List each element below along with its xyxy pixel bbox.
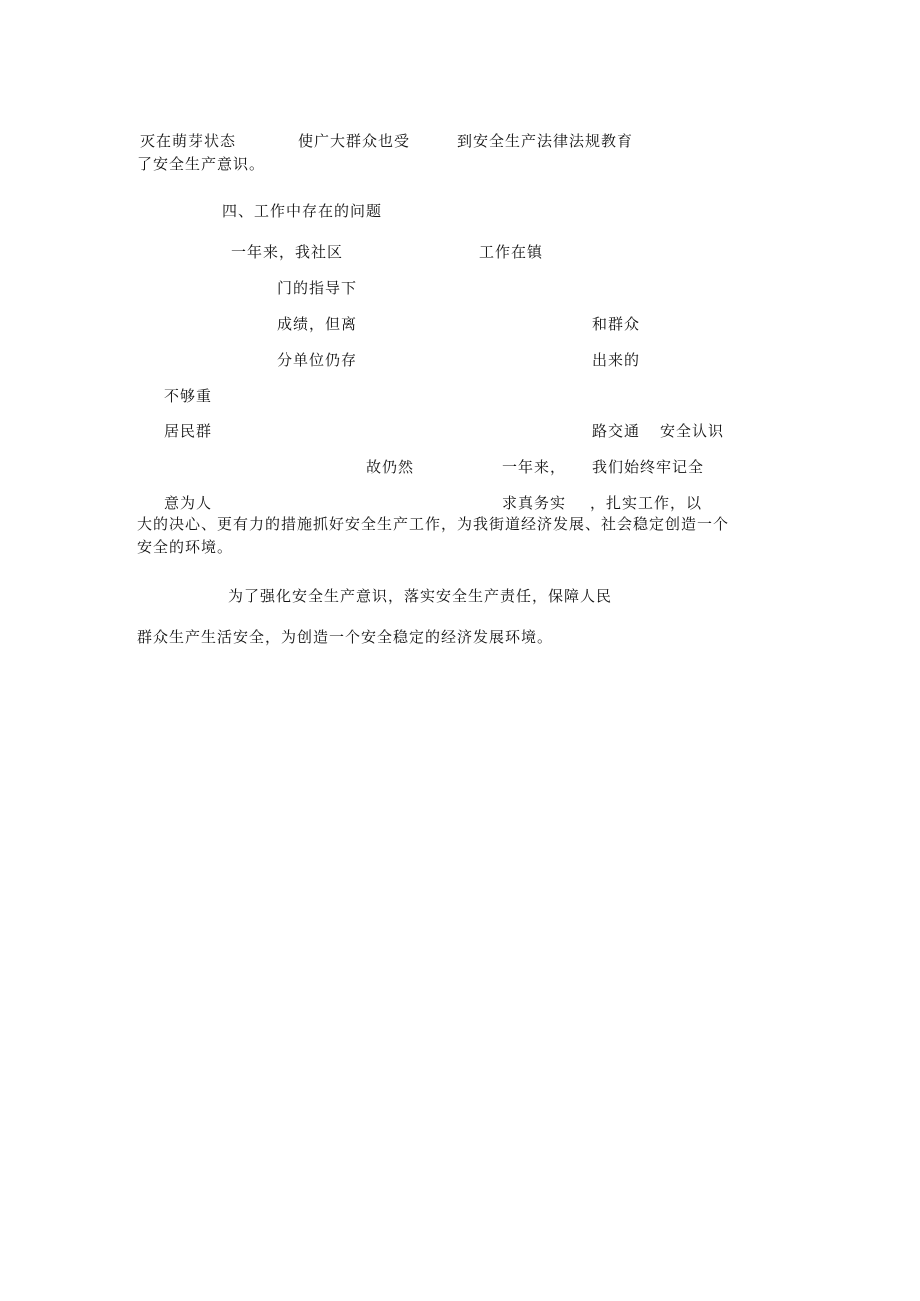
paragraph-line: 大的决心、更有力的措施抓好安全生产工作，为我街道经济发展、社会稳定创造一个 xyxy=(137,515,730,533)
paragraph-fragment: 故仍然 xyxy=(366,458,415,476)
paragraph-fragment: 出来的 xyxy=(592,351,641,369)
paragraph-fragment: 求真务实 xyxy=(502,494,567,512)
paragraph-fragment: 一年来， xyxy=(502,458,567,476)
paragraph-fragment: 了安全生产意识。 xyxy=(137,155,266,173)
paragraph-fragment: ，扎实工作，以 xyxy=(590,494,703,512)
paragraph-fragment: 使广大群众也受 xyxy=(298,132,411,150)
paragraph-line: 安全的环境。 xyxy=(137,538,234,556)
paragraph-fragment: 安全认识 xyxy=(660,422,725,440)
paragraph-fragment: 工作在镇 xyxy=(479,243,544,261)
section-heading: 四、工作中存在的问题 xyxy=(222,202,383,220)
paragraph-fragment: 和群众 xyxy=(592,315,641,333)
paragraph-fragment: 到安全生产法律法规教育 xyxy=(457,132,634,150)
paragraph-fragment: 成绩，但离 xyxy=(277,315,358,333)
paragraph-fragment: 灭在萌芽状态 xyxy=(140,132,237,150)
paragraph-fragment: 路交通 xyxy=(592,422,641,440)
paragraph-fragment: 不够重 xyxy=(164,387,213,405)
paragraph-fragment: 居民群 xyxy=(164,422,213,440)
paragraph-fragment: 门的指导下 xyxy=(277,279,358,297)
paragraph-fragment: 我们始终牢记全 xyxy=(592,458,705,476)
paragraph-fragment: 意为人 xyxy=(164,494,213,512)
paragraph-fragment: 分单位仍存 xyxy=(277,351,358,369)
paragraph-fragment: 一年来，我社区 xyxy=(231,243,344,261)
paragraph-line: 为了强化安全生产意识，落实安全生产责任，保障人民 xyxy=(228,587,613,605)
paragraph-line: 群众生产生活安全，为创造一个安全稳定的经济发展环境。 xyxy=(137,628,554,646)
